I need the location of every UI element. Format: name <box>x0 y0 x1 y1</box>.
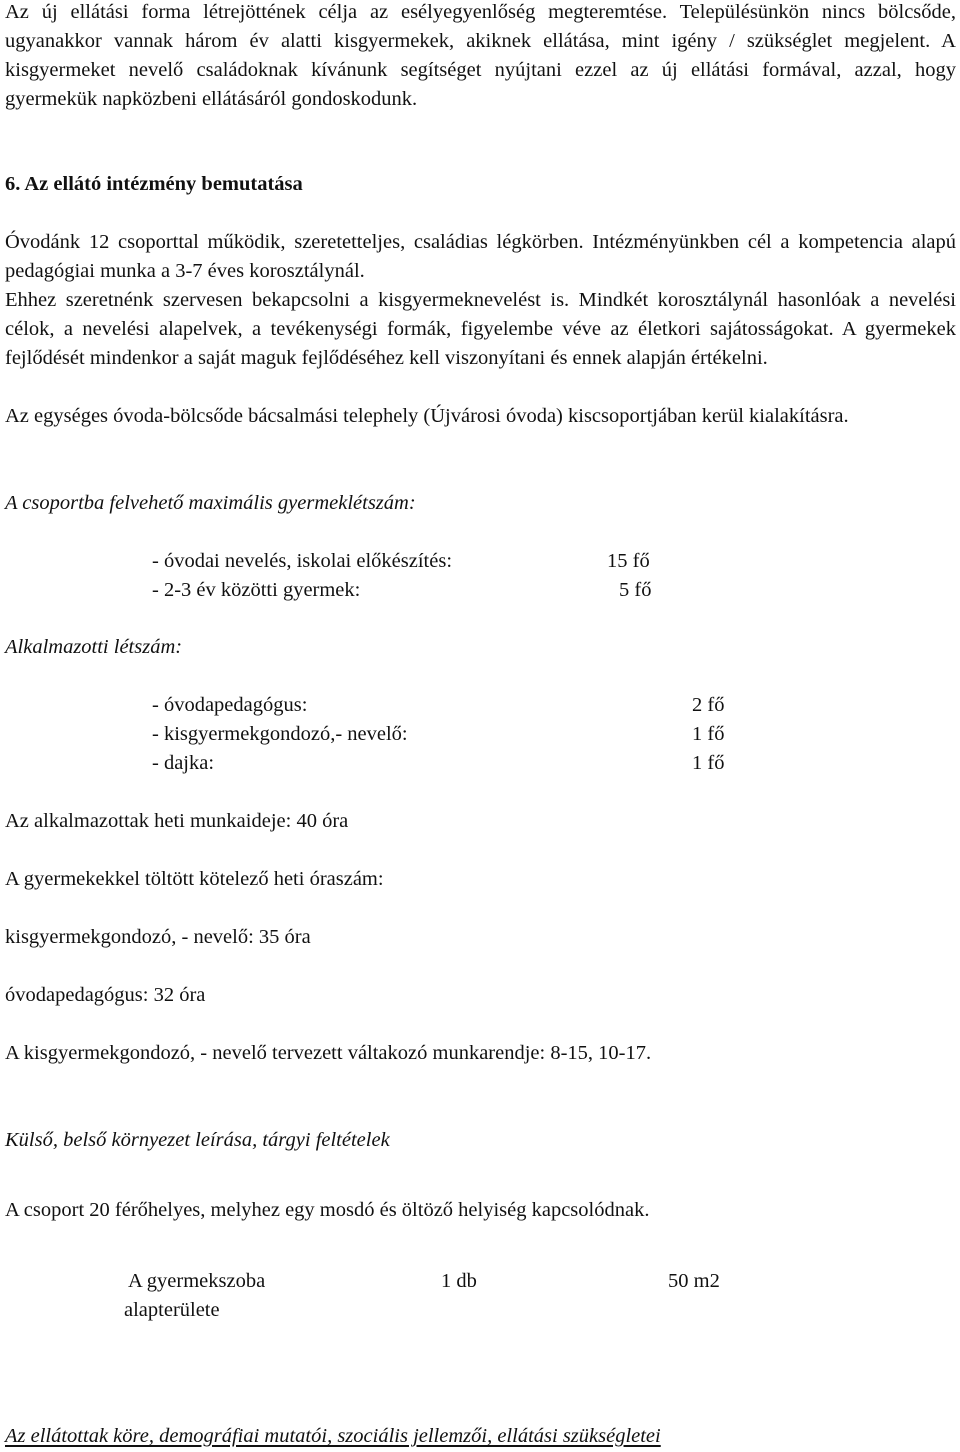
room-name <box>124 1267 265 1325</box>
staff-row-label: - dajka: <box>152 752 215 774</box>
max-children-row-value: 5 fő <box>619 579 652 601</box>
institution-paragraph-3: Az egységes óvoda-bölcsőde bácsalmási telephely (Újvárosi óvoda) kiscsoportjában kerül kialakításra. <box>5 405 849 427</box>
section-6-heading: 6. Az ellátó intézmény bemutatása <box>5 173 303 195</box>
environment-heading: Külső, belső környezet leírása, tárgyi feltételek <box>5 1129 390 1151</box>
staff-row-value: 1 fő <box>692 723 725 745</box>
weekly-hours: Az alkalmazottak heti munkaideje: 40 óra <box>5 810 349 832</box>
shift-schedule: A kisgyermekgondozó, - nevelő tervezett váltakozó munkarendje: 8-15, 10-17. <box>5 1042 652 1064</box>
room-count: 1 db <box>441 1270 477 1292</box>
room-name-line-2: alapterülete <box>124 1299 220 1321</box>
demographics-heading: Az ellátottak köre, demográfiai mutatói, szociális jellemzői, ellátási szükségletei <box>5 1425 661 1447</box>
max-children-row-value: 15 fő <box>607 550 650 572</box>
room-name-line-1: A gyermekszoba <box>128 1270 266 1292</box>
institution-paragraph-1: Óvodánk 12 csoporttal működik, szeretetteljes, családias légkörben. Intézményünkben cél a kompetencia alapú pedagógiai munka a 3-7 éves korosztálynál. <box>5 231 956 282</box>
staff-row-label: - kisgyermekgondozó,- nevelő: <box>152 723 408 745</box>
teacher-hours: óvodapedagógus: 32 óra <box>5 984 206 1006</box>
staff-heading: Alkalmazotti létszám: <box>5 636 183 658</box>
max-children-heading: A csoportba felvehető maximális gyermeklétszám: <box>5 492 416 514</box>
institution-paragraph-2: Ehhez szeretnénk szervesen bekapcsolni a kisgyermeknevelést is. Mindkét korosztálynál hasonlóak a nevelési célok, a nevelési alapelvek, a tevékenységi formák, figyelembe véve az életkori sajátosságokat. A gyermekek fejlődését mindenkor a saját maguk fejlődéséhez kell viszonyítani és ennek alapján értékelni. <box>5 289 956 369</box>
staff-row-value: 1 fő <box>692 752 725 774</box>
group-capacity: A csoport 20 férőhelyes, melyhez egy mosdó és öltöző helyiség kapcsolódnak. <box>5 1199 650 1221</box>
mandatory-hours-heading: A gyermekekkel töltött kötelező heti óraszám: <box>5 868 384 890</box>
room-area: 50 m2 <box>668 1270 720 1292</box>
caregiver-hours: kisgyermekgondozó, - nevelő: 35 óra <box>5 926 311 948</box>
staff-row-value: 2 fő <box>692 694 725 716</box>
staff-row-label: - óvodapedagógus: <box>152 694 308 716</box>
intro-paragraph: Az új ellátási forma létrejöttének célja az esélyegyenlőség megteremtése. Településünkön nincs bölcsőde, ugyanakkor vannak három év alatti kisgyermekek, akiknek ellátása, mint igény / szükséglet megjelent. A kisgyermeket nevelő családoknak kívánunk segítséget nyújtani ezzel az új ellátási formával, azzal, hogy gyermekük napközbeni ellátásáról gondoskodunk. <box>5 1 956 110</box>
max-children-row-label: - óvodai nevelés, iskolai előkészítés: <box>152 550 453 572</box>
max-children-row-label: - 2-3 év közötti gyermek: <box>152 579 361 601</box>
